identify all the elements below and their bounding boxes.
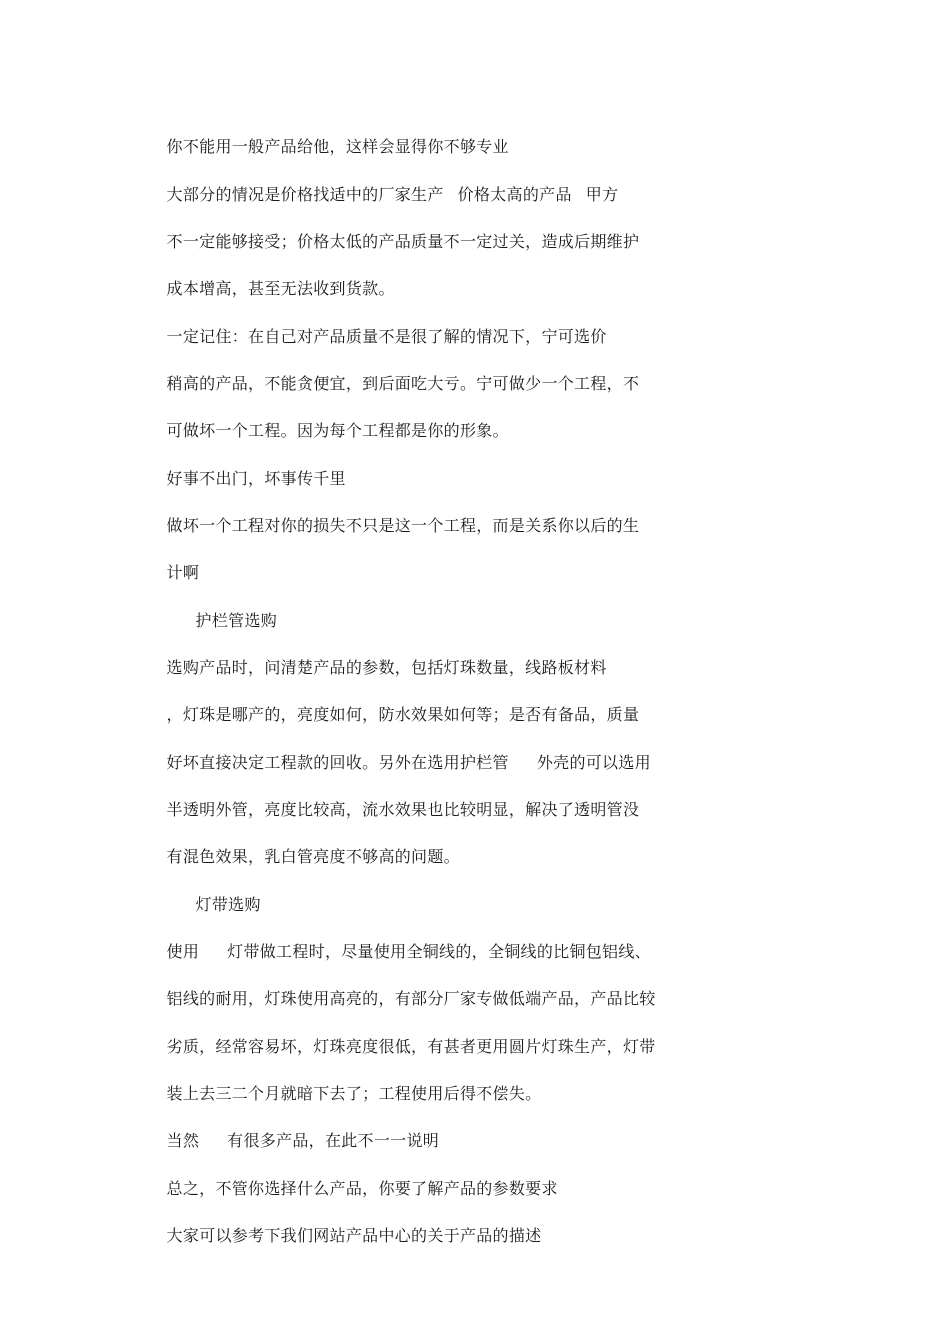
text-segment: 装上去三二个月就暗下去了；工程使用后得不偿失。 — [166, 1084, 542, 1103]
paragraph-line — [145, 496, 639, 556]
text-segment: 价格太高的产品 — [457, 185, 572, 204]
text-segment: 当然 — [166, 1131, 200, 1150]
text-segment: 不一定能够接受；价格太低的产品质量不一定过关，造成后期维护 — [166, 232, 640, 251]
text-segment: 稍高的产品，不能贪便宜，到后面吃大亏。宁可做少一个工程，不 — [166, 374, 640, 393]
text-segment: 有混色效果，乳白管亮度不够高的问题。 — [166, 847, 460, 866]
text-segment: 可做坏一个工程。因为每个工程都是你的形象。 — [166, 421, 509, 440]
text-segment: 大部分的情况是价格找适中的厂家生产 — [166, 185, 444, 204]
text-segment: 有很多产品，在此不一一说明 — [227, 1131, 440, 1150]
text-segment: 劣质，经常容易坏，灯珠亮度很低，有甚者更用圆片灯珠生产，灯带 — [166, 1037, 656, 1056]
text-segment: 灯带做工程时，尽量使用全铜线的，全铜线的比铜包铝线、 — [227, 942, 651, 961]
text-segment: 甲方 — [585, 185, 619, 204]
text-segment: 半透明外管，亮度比较高，流水效果也比较明显，解决了透明管没 — [166, 800, 640, 819]
text-segment: 好事不出门，坏事传千里 — [166, 469, 346, 488]
text-segment: ，灯珠是哪产的，亮度如何，防水效果如何等；是否有备品，质量 — [166, 705, 640, 724]
text-segment: 好坏直接决定工程款的回收。另外在选用护栏管 — [166, 753, 509, 772]
text-segment: 你不能用一般产品给他，这样会显得你不够专业 — [166, 137, 509, 156]
text-segment: 使用 — [166, 942, 200, 961]
heading-text: 灯带选购 — [195, 895, 261, 914]
text-segment: 一定记住：在自己对产品质量不是很了解的情况下，宁可选价 — [166, 327, 607, 346]
text-segment: 做坏一个工程对你的损失不只是这一个工程，而是关系你以后的生 — [166, 516, 640, 535]
text-segment: 成本增高，甚至无法收到货款。 — [166, 279, 395, 298]
text-segment: 外壳的可以选用 — [536, 753, 651, 772]
paragraph-line — [145, 1206, 541, 1266]
text-segment: 铝线的耐用，灯珠使用高亮的，有部分厂家专做低端产品，产品比较 — [166, 989, 656, 1008]
text-segment: 选购产品时，问清楚产品的参数，包括灯珠数量，线路板材料 — [166, 658, 607, 677]
text-segment: 大家可以参考下我们网站产品中心的关于产品的描述 — [166, 1226, 542, 1245]
text-segment: 总之，不管你选择什么产品，你要了解产品的参数要求 — [166, 1179, 558, 1198]
heading-text: 护栏管选购 — [195, 611, 278, 630]
text-segment: 计啊 — [166, 563, 200, 582]
